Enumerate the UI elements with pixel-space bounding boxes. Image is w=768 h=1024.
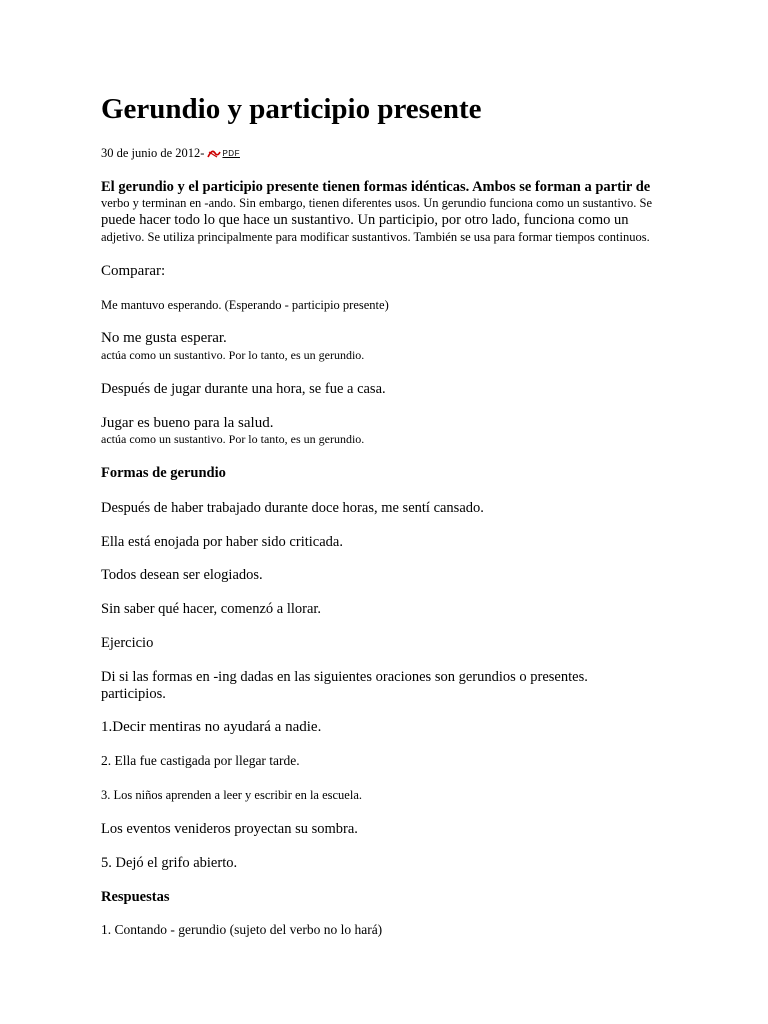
- exercise-heading: Ejercicio: [101, 635, 154, 651]
- answers-heading: Respuestas: [101, 889, 170, 905]
- compare-example: Después de jugar durante una hora, se fue a casa.: [101, 381, 386, 397]
- exercise-item: 1.Decir mentiras no ayudará a nadie.: [101, 719, 322, 735]
- compare-note: actúa como un sustantivo. Por lo tanto, es un gerundio.: [101, 348, 365, 362]
- compare-note: actúa como un sustantivo. Por lo tanto, es un gerundio.: [101, 432, 365, 446]
- exercise-instructions: participios.: [101, 686, 166, 702]
- intro-line: verbo y terminan en -ando. Sin embargo, tienen diferentes usos. Un gerundio funciona como un sustantivo. Se: [101, 196, 653, 210]
- pdf-icon: [207, 149, 222, 159]
- date-separator: -: [200, 146, 205, 160]
- exercise-item: 2. Ella fue castigada por llegar tarde.: [101, 753, 300, 768]
- form-example: Todos desean ser elogiados.: [101, 567, 263, 583]
- compare-example: Me mantuvo esperando. (Esperando - participio presente): [101, 298, 389, 312]
- form-example: Sin saber qué hacer, comenzó a llorar.: [101, 601, 322, 617]
- compare-example: Jugar es bueno para la salud.: [101, 415, 274, 431]
- intro-line: adjetivo. Se utiliza principalmente para modificar sustantivos. También se usa para formar tiempos continuos.: [101, 230, 650, 244]
- exercise-instructions: Di si las formas en -ing dadas en las siguientes oraciones son gerundios o presentes.: [101, 669, 588, 685]
- pdf-label: PDF: [222, 149, 240, 158]
- form-example: Ella está enojada por haber sido criticada.: [101, 534, 343, 550]
- compare-example: No me gusta esperar.: [101, 330, 227, 346]
- intro-paragraph: [101, 179, 701, 245]
- compare-label: Comparar:: [101, 263, 166, 279]
- form-example: Después de haber trabajado durante doce horas, me sentí cansado.: [101, 500, 484, 516]
- publish-date: 30 de junio de 2012: [101, 146, 201, 160]
- exercise-item: Los eventos venideros proyectan su sombra.: [101, 821, 358, 837]
- pdf-download-link[interactable]: [207, 149, 240, 159]
- exercise-item: 3. Los niños aprenden a leer y escribir en la escuela.: [101, 788, 363, 802]
- answer-item: 1. Contando - gerundio (sujeto del verbo no lo hará): [101, 922, 383, 937]
- date-line: [101, 146, 240, 161]
- intro-lead: El gerundio y el participio presente tienen formas idénticas. Ambos se forman a partir de: [101, 179, 651, 195]
- intro-line: puede hacer todo lo que hace un sustantivo. Un participio, por otro lado, funciona como un: [101, 212, 629, 228]
- page-title: Gerundio y participio presente: [101, 93, 482, 125]
- forms-heading: Formas de gerundio: [101, 465, 226, 481]
- exercise-item: 5. Dejó el grifo abierto.: [101, 855, 238, 871]
